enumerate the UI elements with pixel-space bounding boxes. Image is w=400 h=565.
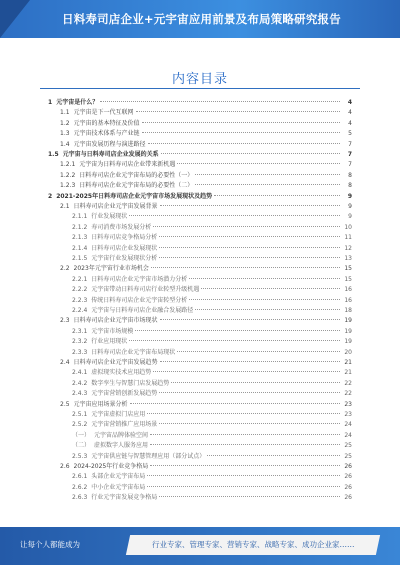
toc-entry[interactable] xyxy=(72,285,352,295)
toc-entry-text: 日料寿司店竞争格局分析 xyxy=(91,234,158,242)
toc-leader-dots xyxy=(136,111,340,112)
toc-entry-page: 8 xyxy=(348,182,352,190)
toc-entry-page: 8 xyxy=(348,171,352,179)
toc-entry-text: 日料寿司店企业元宇宙发展趋势 xyxy=(73,359,158,366)
toc-entry-number: 1 xyxy=(48,99,53,106)
toc-entry-text: 日料寿司店企业元宇宙布局的必要性（二） xyxy=(79,182,194,190)
toc-entry-page: 4 xyxy=(348,109,352,117)
toc-leader-dots xyxy=(129,340,340,341)
toc-entry-page: 24 xyxy=(344,421,352,429)
toc-entry-page: 12 xyxy=(344,244,352,252)
toc-entry-number: 2.6.3 xyxy=(72,494,88,502)
toc-entry-number: 2.5.3 xyxy=(72,452,88,460)
toc-entry[interactable] xyxy=(72,472,352,482)
toc-leader-dots xyxy=(159,236,340,237)
toc-leader-dots xyxy=(161,153,340,154)
toc-leader-dots xyxy=(207,455,340,456)
toc-entry-number: 1.3 xyxy=(60,130,70,138)
toc-entry-text: 元宇宙是什么？ xyxy=(56,99,99,106)
toc-entry-text: 元宇宙的基本特征及价值 xyxy=(73,119,140,127)
toc-entry-number: 2.3.3 xyxy=(72,348,88,356)
toc-entry-text: 元宇宙是下一代互联网 xyxy=(73,109,134,117)
toc-entry[interactable] xyxy=(72,368,352,378)
toc-leader-dots xyxy=(177,163,340,164)
toc-entry-number: 2.1 xyxy=(60,203,70,210)
toc-entry-text: 行业发展现状 xyxy=(91,213,128,221)
toc-entry-text: 元宇宙行业发展现状分析 xyxy=(91,255,158,262)
toc-entry[interactable] xyxy=(72,233,352,243)
toc-entry-number: 2.6.1 xyxy=(72,473,88,481)
toc-leader-dots xyxy=(150,465,340,466)
toc-leader-dots xyxy=(159,423,340,424)
footer-tagline-box xyxy=(126,535,380,555)
toc-entry[interactable] xyxy=(60,202,352,212)
toc-entry[interactable] xyxy=(72,296,352,306)
toc-entry-text: 元宇宙品牌体验空间 xyxy=(94,431,149,439)
toc-entry-number: 2.4 xyxy=(60,359,70,366)
toc-entry-page: 25 xyxy=(344,452,352,460)
toc-entry-text: 中小企业元宇宙布局 xyxy=(91,483,146,491)
toc-entry-page: 10 xyxy=(344,223,352,231)
toc-entry[interactable] xyxy=(72,483,352,493)
toc-entry[interactable] xyxy=(48,98,352,108)
toc-entry[interactable] xyxy=(60,358,352,368)
toc-entry-page: 16 xyxy=(344,296,352,304)
toc-leader-dots xyxy=(159,247,340,248)
toc-entry[interactable] xyxy=(60,264,352,274)
toc-entry-number: 2.4.3 xyxy=(72,390,88,398)
toc-entry-number: 2.5.2 xyxy=(72,421,88,429)
toc-entry[interactable] xyxy=(72,420,352,430)
toc-entry-page: 4 xyxy=(348,119,352,127)
toc-entry-text: 元宇宙为日料寿司店企业带来新机遇 xyxy=(79,161,176,169)
toc-entry-number: 2.6.2 xyxy=(72,483,88,491)
toc-leader-dots xyxy=(195,174,340,175)
toc-entry-number: 1.2 xyxy=(60,119,70,127)
toc-entry-text: 行业应用现状 xyxy=(91,338,128,346)
toc-entry-page: 23 xyxy=(344,400,352,408)
toc-entry-page: 7 xyxy=(347,151,352,158)
toc-entry-page: 24 xyxy=(344,431,352,439)
toc-leader-dots xyxy=(153,226,340,227)
toc-entry-page: 26 xyxy=(344,483,352,491)
toc-entry[interactable] xyxy=(60,119,352,129)
toc-entry-number: 1.2.2 xyxy=(60,171,76,179)
toc-entry[interactable] xyxy=(72,306,352,316)
toc-entry-page: 15 xyxy=(344,265,352,273)
toc-entry[interactable] xyxy=(72,441,352,451)
toc-leader-dots xyxy=(214,195,340,196)
toc-entry-number: 2.5.1 xyxy=(72,411,88,418)
toc-entry-number: 2.2 xyxy=(60,265,70,273)
header-banner xyxy=(0,0,400,38)
toc-entry-number: 2.1.4 xyxy=(72,244,88,252)
toc-entry-number: 1.1 xyxy=(60,109,70,117)
toc-entry-number: 2.5 xyxy=(60,400,70,408)
toc-entry-text: 元宇宙营销推广应用场景 xyxy=(91,421,158,429)
toc-entry-page: 7 xyxy=(348,161,352,169)
toc-entry[interactable] xyxy=(48,192,352,202)
toc-entry-text: 虚拟现实技术应用趋势 xyxy=(91,369,152,377)
toc-entry-page: 9 xyxy=(348,203,352,210)
toc-entry-number: （一） xyxy=(72,431,91,439)
toc-entry-number: 2.6 xyxy=(60,463,70,470)
toc-entry-page: 13 xyxy=(344,255,352,262)
toc-entry[interactable] xyxy=(72,493,352,503)
toc-entry[interactable] xyxy=(72,337,352,347)
toc-leader-dots xyxy=(142,122,340,123)
toc-leader-dots xyxy=(148,143,340,144)
toc-entry-text: 2024-2025年行业竞争格局 xyxy=(73,463,149,470)
toc-entry[interactable] xyxy=(60,181,352,191)
toc-entry-text: 传统日料寿司店企业元宇宙转型分析 xyxy=(91,296,188,304)
footer-slogan: 让每个人都能成为 xyxy=(20,540,80,549)
toc-entry[interactable] xyxy=(72,275,352,285)
toc-entry-text: 2021-2025年日料寿司店企业元宇宙市场发展现状及趋势 xyxy=(56,192,213,200)
toc-entry[interactable] xyxy=(72,212,352,222)
toc-leader-dots xyxy=(100,101,340,102)
toc-entry-text: 日料寿司店企业发展现状 xyxy=(91,244,158,252)
toc-entry-number: 1.4 xyxy=(60,140,70,148)
toc-entry-page: 9 xyxy=(347,192,352,200)
toc-title: 内容目录 xyxy=(171,72,228,87)
toc-entry-page: 26 xyxy=(344,463,352,470)
toc-leader-dots xyxy=(151,267,340,268)
toc-entry-page: 5 xyxy=(348,130,352,138)
toc-entry-number: 2.2.1 xyxy=(72,275,88,283)
toc-entry-text: 2023年元宇宙行业市场机会 xyxy=(73,265,149,273)
toc-entry[interactable] xyxy=(60,400,352,410)
toc-leader-dots xyxy=(189,278,340,279)
toc-entry-number: 1.2.3 xyxy=(60,182,76,190)
toc-entry-page: 19 xyxy=(344,327,352,335)
toc-entry[interactable] xyxy=(72,379,352,389)
toc-leader-dots xyxy=(147,475,340,476)
toc-entry-number: 2 xyxy=(48,192,53,200)
toc-entry-text: 虚拟数字人服务应用 xyxy=(94,442,149,450)
toc-entry-text: 头部企业元宇宙布局 xyxy=(91,473,146,481)
toc-leader-dots xyxy=(160,319,340,320)
header-corner-decoration xyxy=(0,0,30,38)
toc-entry-page: 21 xyxy=(344,359,352,366)
toc-entry-page: 22 xyxy=(344,379,352,387)
toc-entry[interactable] xyxy=(48,150,352,160)
toc-entry-page: 22 xyxy=(344,390,352,398)
toc-entry[interactable] xyxy=(72,348,352,358)
toc-entry-text: 日料寿司店企业元宇宙布局现状 xyxy=(91,348,176,356)
toc-entry-text: 寿司消费市场发展分析 xyxy=(91,223,152,231)
toc-entry-page: 4 xyxy=(347,99,352,106)
toc-entry-text: 日料寿司店企业元宇宙布局的必要性（一） xyxy=(79,171,194,179)
toc-leader-dots xyxy=(129,215,340,216)
toc-leader-dots xyxy=(130,403,340,404)
toc-entry-number: 2.3 xyxy=(60,317,70,325)
toc-entry-text: 行业元宇宙发展竞争格局 xyxy=(91,494,158,502)
toc-entry[interactable] xyxy=(72,223,352,233)
toc-entry-number: 2.1.5 xyxy=(72,255,88,262)
toc-leader-dots xyxy=(171,382,340,383)
toc-entry-text: 数字孪生与智慧门店发展趋势 xyxy=(91,379,170,387)
toc-entry-text: 元宇宙技术体系与产业链 xyxy=(73,130,140,138)
toc-entry-text: 元宇宙与日料寿司店企业融合发展路径 xyxy=(91,307,194,314)
toc-entry-page: 21 xyxy=(344,369,352,377)
toc-leader-dots xyxy=(135,330,340,331)
toc-leader-dots xyxy=(195,184,340,185)
toc-entry-page: 23 xyxy=(344,411,352,418)
toc-leader-dots xyxy=(147,486,340,487)
toc-entry-page: 26 xyxy=(344,494,352,502)
toc-leader-dots xyxy=(159,496,340,497)
toc-leader-dots xyxy=(160,361,340,362)
toc-entry-page: 26 xyxy=(344,473,352,481)
toc-entry[interactable] xyxy=(60,171,352,181)
toc-entry[interactable] xyxy=(60,129,352,139)
toc-entry-page: 19 xyxy=(344,317,352,325)
toc-entry[interactable] xyxy=(60,462,352,472)
toc-leader-dots xyxy=(150,434,340,435)
toc-entry-number: 1.5 xyxy=(48,151,59,158)
toc-entry[interactable] xyxy=(72,389,352,399)
toc-entry-text: 日料寿司店企业元宇宙发展背景 xyxy=(73,203,158,210)
toc-entry-text: 元宇宙虚拟门店应用 xyxy=(91,411,146,418)
toc-entry-page: 19 xyxy=(344,338,352,346)
toc-entry-number: 2.1.3 xyxy=(72,234,88,242)
toc-entry-text: 元宇宙供应链与智慧管理应用（部分试点） xyxy=(91,452,206,460)
toc-leader-dots xyxy=(153,371,340,372)
toc-leader-dots xyxy=(159,392,340,393)
toc-entry-number: 2.3.2 xyxy=(72,338,88,346)
toc-entry-number: 1.2.1 xyxy=(60,161,76,169)
toc-entry[interactable] xyxy=(72,254,352,264)
toc-leader-dots xyxy=(159,257,340,258)
toc-entry-number: 2.1.2 xyxy=(72,223,88,231)
toc-entry-text: 日料寿司店企业元宇宙市场现状 xyxy=(73,317,158,325)
toc-leader-dots xyxy=(142,132,340,133)
toc-entry-number: 2.3.1 xyxy=(72,327,88,335)
toc-entry-number: 2.4.1 xyxy=(72,369,88,377)
toc-entry[interactable] xyxy=(72,452,352,462)
toc-entry-text: 元宇宙应用场景分析 xyxy=(73,400,128,408)
toc-leader-dots xyxy=(150,444,340,445)
toc-entry-page: 7 xyxy=(348,140,352,148)
toc-entry-number: 2.2.3 xyxy=(72,296,88,304)
toc-entry-text: 元宇宙与日料寿司店企业发展的关系 xyxy=(62,151,159,158)
toc-entry[interactable] xyxy=(60,140,352,150)
toc-leader-dots xyxy=(189,299,340,300)
toc-entry[interactable] xyxy=(72,244,352,254)
toc-entry-text: 元宇宙营销创新发展趋势 xyxy=(91,390,158,398)
toc-entry-number: 2.4.2 xyxy=(72,379,88,387)
footer-banner xyxy=(0,527,400,565)
toc-entry-text: 元宇宙市场规模 xyxy=(91,327,134,335)
toc-entry[interactable] xyxy=(72,431,352,441)
toc-entry-text: 元宇宙发展历程与演进路径 xyxy=(73,140,146,148)
toc-entry[interactable] xyxy=(60,160,352,170)
toc-entry-number: 2.1.1 xyxy=(72,213,88,221)
toc-leader-dots xyxy=(201,288,340,289)
toc-entry[interactable] xyxy=(72,327,352,337)
toc-entry[interactable] xyxy=(60,108,352,118)
footer-tagline: 行业专家、管理专家、营销专家、战略专家、成功企业家…… xyxy=(151,540,355,549)
toc-entry-text: 日料寿司店企业元宇宙市场潜力分析 xyxy=(91,275,188,283)
toc-entry[interactable] xyxy=(72,410,352,420)
toc-entry-page: 20 xyxy=(344,348,352,356)
toc-leader-dots xyxy=(160,205,340,206)
toc-entry-page: 9 xyxy=(348,213,352,221)
toc-entry-number: （二） xyxy=(72,442,91,450)
toc-divider xyxy=(40,88,360,89)
toc-entry-page: 15 xyxy=(344,275,352,283)
toc-entry-page: 16 xyxy=(344,286,352,294)
toc-leader-dots xyxy=(177,351,340,352)
report-title: 日料寿司店企业+元宇宙应用前景及布局策略研究报告 xyxy=(62,12,341,26)
toc-entry-page: 11 xyxy=(344,234,352,242)
toc-entry-text: 元宇宙带动日料寿司店行业转型升级机遇 xyxy=(91,286,200,294)
toc-leader-dots xyxy=(195,309,340,310)
toc-entry-page: 18 xyxy=(344,307,352,314)
toc-entry-number: 2.2.4 xyxy=(72,307,88,314)
toc-entry-page: 25 xyxy=(344,442,352,450)
toc-leader-dots xyxy=(147,413,340,414)
toc-entry-number: 2.2.2 xyxy=(72,286,88,294)
toc-entry[interactable] xyxy=(60,316,352,326)
